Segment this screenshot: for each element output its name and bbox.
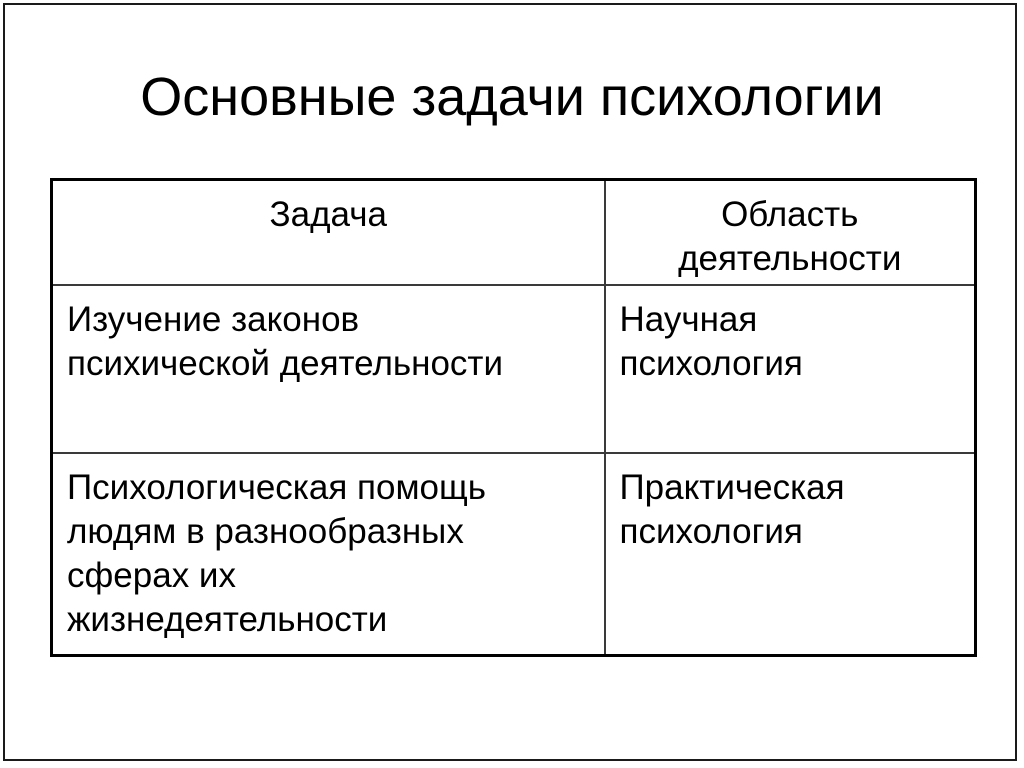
area-text: Практическая психология xyxy=(619,467,845,551)
task-text: Психологическая помощь людям в разнообразных сферах их жизнедеятельности xyxy=(67,467,487,639)
area-text: Научная психология xyxy=(619,299,803,383)
header-task xyxy=(52,180,605,285)
task-cell xyxy=(52,453,605,656)
task-text: Изучение законов психической деятельности xyxy=(67,299,504,383)
table-row xyxy=(52,453,976,656)
header-area-label: Область деятельности xyxy=(678,195,902,278)
table-row xyxy=(52,285,976,453)
tasks-table xyxy=(50,178,977,657)
area-cell xyxy=(605,453,976,656)
task-cell xyxy=(52,285,605,453)
header-task-label: Задача xyxy=(269,195,387,234)
header-area xyxy=(605,180,976,285)
table-header-row xyxy=(52,180,976,285)
area-cell xyxy=(605,285,976,453)
slide-title: Основные задачи психологии xyxy=(140,67,884,127)
